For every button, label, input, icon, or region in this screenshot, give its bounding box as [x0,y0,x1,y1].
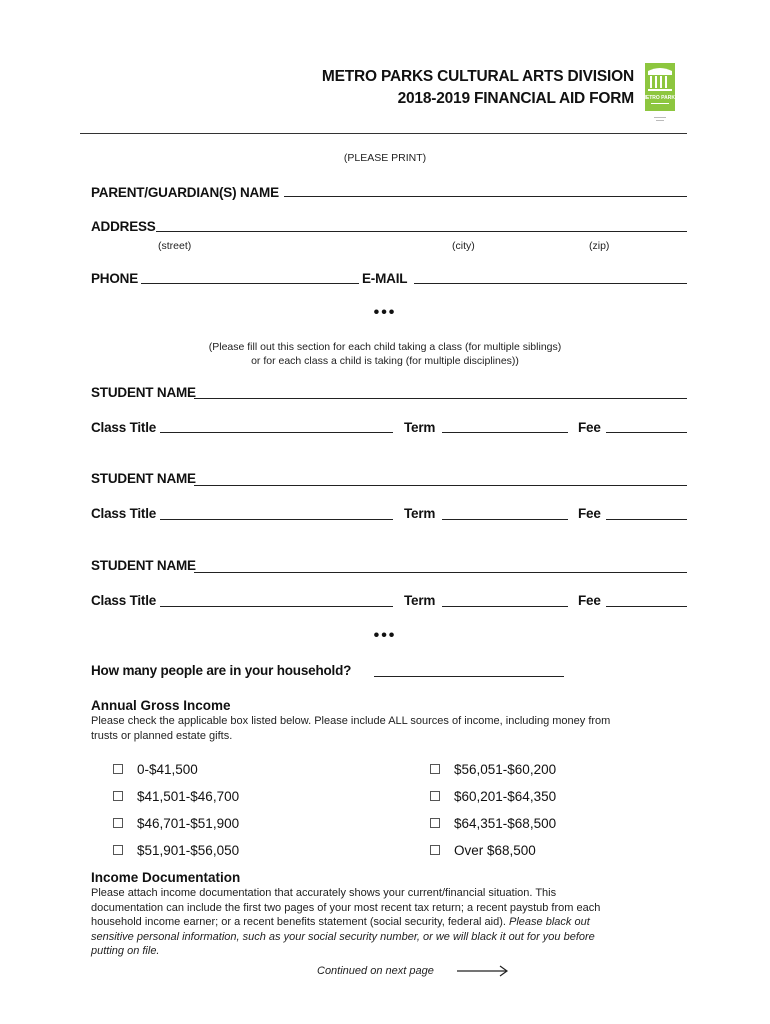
checkbox[interactable] [430,764,440,774]
class-title-label: Class Title [91,593,157,608]
income-desc-line1: Please check the applicable box listed below. Please include ALL sources of income, including money from [91,715,611,727]
class-title-field[interactable] [160,519,393,520]
checkbox[interactable] [430,845,440,855]
term-label: Term [404,593,436,608]
fee-label: Fee [578,420,601,435]
instructions-line1: (Please fill out this section for each child taking a class (for multiple siblings) [208,341,562,353]
student-name-field[interactable] [194,572,687,573]
class-title-label: Class Title [91,420,157,435]
household-question: How many people are in your household? [91,663,352,678]
student-name-label: STUDENT NAME [91,471,196,486]
income-option[interactable] [430,789,556,804]
student-name-field[interactable] [194,398,687,399]
income-option[interactable] [430,762,556,777]
zip-hint: (zip) [589,240,610,252]
parent-name-label: PARENT/GUARDIAN(S) NAME [91,185,279,200]
fee-field[interactable] [606,606,687,607]
header-rule [80,133,687,134]
metro-parks-logo [641,63,679,123]
documentation-heading: Income Documentation [91,870,241,885]
income-option-label: $64,351-$68,500 [454,816,557,831]
documentation-line4: sensitive personal information, such as your social security number, or we will black it out for you before [91,931,595,943]
term-label: Term [404,506,436,521]
email-field[interactable] [414,283,687,284]
income-option-label: Over $68,500 [454,843,536,858]
email-label: E-MAIL [362,271,408,286]
income-option[interactable] [430,816,556,831]
documentation-line2: documentation can include the first two pages of your most recent tax return; a recent paystub from each [91,902,601,914]
right-arrow-icon [456,964,512,983]
separator-dots: ••• [373,304,397,321]
class-title-field[interactable] [160,606,393,607]
city-hint: (city) [452,240,475,252]
fee-field[interactable] [606,432,687,433]
income-desc-line2: trusts or planned estate gifts. [91,730,233,742]
income-option-label: $60,201-$64,350 [454,789,557,804]
street-hint: (street) [158,240,192,252]
checkbox[interactable] [113,818,123,828]
income-option[interactable] [113,789,239,804]
checkbox[interactable] [113,845,123,855]
documentation-line3 [91,915,590,930]
term-field[interactable] [442,519,568,520]
term-field[interactable] [442,606,568,607]
form-title-line2: 2018-2019 FINANCIAL AID FORM [397,90,634,107]
instructions-line2: or for each class a child is taking (for multiple disciplines)) [251,355,519,367]
checkbox[interactable] [430,818,440,828]
income-option[interactable] [113,762,198,777]
fee-label: Fee [578,506,601,521]
fee-field[interactable] [606,519,687,520]
documentation-line5: putting on file. [91,945,160,957]
household-field[interactable] [374,676,564,677]
class-title-field[interactable] [160,432,393,433]
continued-note: Continued on next page [317,965,434,977]
income-option-label: $46,701-$51,900 [137,816,240,831]
parent-name-field[interactable] [284,196,687,197]
form-title-line1: METRO PARKS CULTURAL ARTS DIVISION [321,68,634,85]
term-label: Term [404,420,436,435]
income-option-label: 0-$41,500 [137,762,198,777]
phone-label: PHONE [91,271,139,286]
income-heading: Annual Gross Income [91,698,231,713]
checkbox[interactable] [430,791,440,801]
income-option[interactable] [430,843,536,858]
separator-dots: ••• [373,627,397,644]
student-name-field[interactable] [194,485,687,486]
checkbox[interactable] [113,791,123,801]
documentation-line3-text: household income earner; or a recent benefits statement (social security, federal aid). [91,916,506,928]
address-field[interactable] [156,231,687,232]
income-option[interactable] [113,843,239,858]
term-field[interactable] [442,432,568,433]
svg-text:METRO PARKS: METRO PARKS [641,95,679,101]
income-option-label: $56,051-$60,200 [454,762,557,777]
checkbox[interactable] [113,764,123,774]
income-option[interactable] [113,816,239,831]
documentation-line3-italic: Please black out [509,916,590,928]
student-name-label: STUDENT NAME [91,558,196,573]
please-print-note: (PLEASE PRINT) [343,152,427,164]
income-option-label: $51,901-$56,050 [137,843,240,858]
documentation-line1: Please attach income documentation that accurately shows your current/financial situation. This [91,887,557,899]
address-label: ADDRESS [91,219,156,234]
fee-label: Fee [578,593,601,608]
income-option-label: $41,501-$46,700 [137,789,240,804]
phone-field[interactable] [141,283,359,284]
class-title-label: Class Title [91,506,157,521]
student-name-label: STUDENT NAME [91,385,196,400]
